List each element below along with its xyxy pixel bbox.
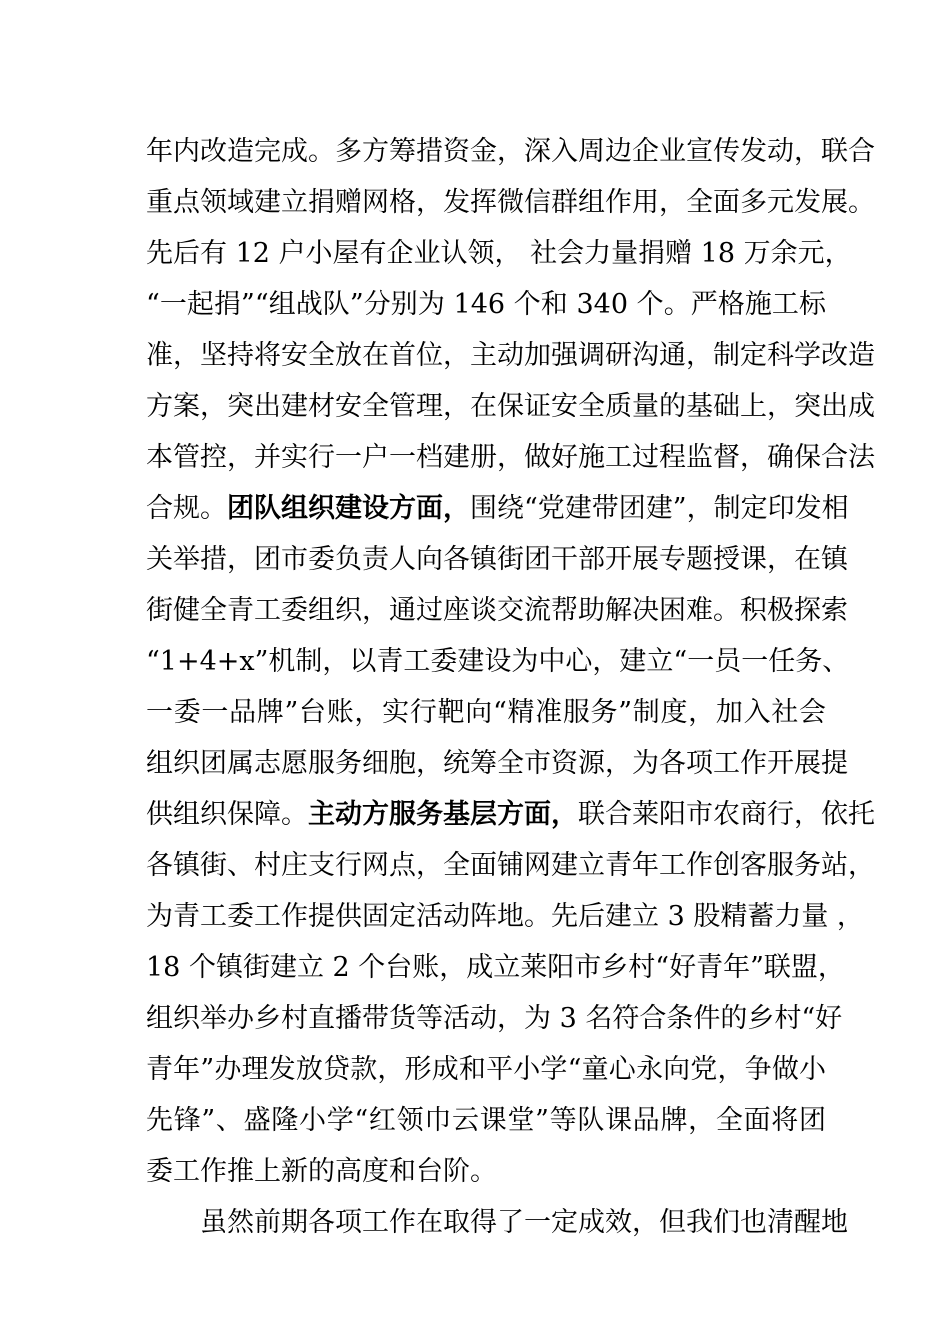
text-line (146, 693, 826, 733)
body-text: 准，坚持将安全放在首位，主动加强调研沟通，制定科学改造 (146, 340, 875, 371)
bold-heading-text: 主动方服务基层方面， (308, 799, 578, 830)
text-line (146, 591, 848, 631)
text-line (146, 1050, 826, 1090)
bold-heading-text: 团队组织建设方面， (227, 493, 470, 524)
body-text: 本管控，并实行一户一档建册，做好施工过程监督，确保合法 (146, 442, 875, 473)
text-line (146, 897, 864, 937)
text-line (146, 1152, 826, 1192)
body-text: 为青工委工作提供固定活动阵地。先后建立 3 股精蓄力量 ， (146, 901, 864, 932)
body-text: 供组织保障。 (146, 799, 308, 830)
body-text: 关举措，团市委负责人向各镇街团干部开展专题授课，在镇 (146, 544, 848, 575)
body-text: “1+4+x”机制，以青工委建设为中心，建立“一员一任务、 (146, 646, 850, 677)
body-text: 青年”办理发放贷款，形成和平小学“童心永向党，争做小 (146, 1054, 826, 1085)
body-text: 各镇街、村庄支行网点，全面铺网建立青年工作创客服务站， (146, 850, 875, 881)
text-line (146, 132, 875, 172)
text-line (146, 438, 875, 478)
text-line (146, 744, 848, 784)
body-text: 委工作推上新的高度和台阶。 (146, 1156, 497, 1187)
body-text: 年内改造完成。多方筹措资金，深入周边企业宣传发动，联合 (146, 136, 875, 167)
body-text: “一起捐”“组战队”分别为 146 个和 340 个。严格施工标 (146, 289, 826, 320)
text-line (146, 642, 850, 682)
body-text: 虽然前期各项工作在取得了一定成效，但我们也清醒地 (200, 1207, 848, 1238)
text-line (146, 1101, 826, 1141)
text-line (200, 1203, 848, 1243)
text-line (146, 489, 849, 529)
body-text: 组织举办乡村直播带货等活动，为 3 名符合条件的乡村“好 (146, 1003, 843, 1034)
body-text: 一委一品牌”台账，实行靶向“精准服务”制度，加入社会 (146, 697, 826, 728)
body-text: 街健全青工委组织，通过座谈交流帮助解决困难。积极探索 (146, 595, 848, 626)
text-line (146, 285, 826, 325)
body-text: 先锋”、盛隆小学“红领巾云课堂”等队课品牌，全面将团 (146, 1105, 826, 1136)
text-line (146, 846, 875, 886)
body-text: 组织团属志愿服务细胞，统筹全市资源，为各项工作开展提 (146, 748, 848, 779)
text-line (146, 234, 852, 274)
text-line (146, 183, 875, 223)
text-line (146, 387, 875, 427)
body-text: 围绕“党建带团建”，制定印发相 (470, 493, 849, 524)
body-text: 先后有 12 户小屋有企业认领， 社会力量捐赠 18 万余元， (146, 238, 852, 269)
body-text: 方案，突出建材安全管理，在保证安全质量的基础上，突出成 (146, 391, 875, 422)
body-text: 重点领域建立捐赠网格，发挥微信群组作用，全面多元发展。 (146, 187, 875, 218)
text-line (146, 795, 875, 835)
text-line (146, 999, 843, 1039)
body-text: 18 个镇街建立 2 个台账，成立莱阳市乡村“好青年”联盟， (146, 952, 845, 983)
body-text: 联合莱阳市农商行，依托 (578, 799, 875, 830)
text-line (146, 948, 845, 988)
text-line (146, 540, 848, 580)
body-text: 合规。 (146, 493, 227, 524)
text-line (146, 336, 875, 376)
